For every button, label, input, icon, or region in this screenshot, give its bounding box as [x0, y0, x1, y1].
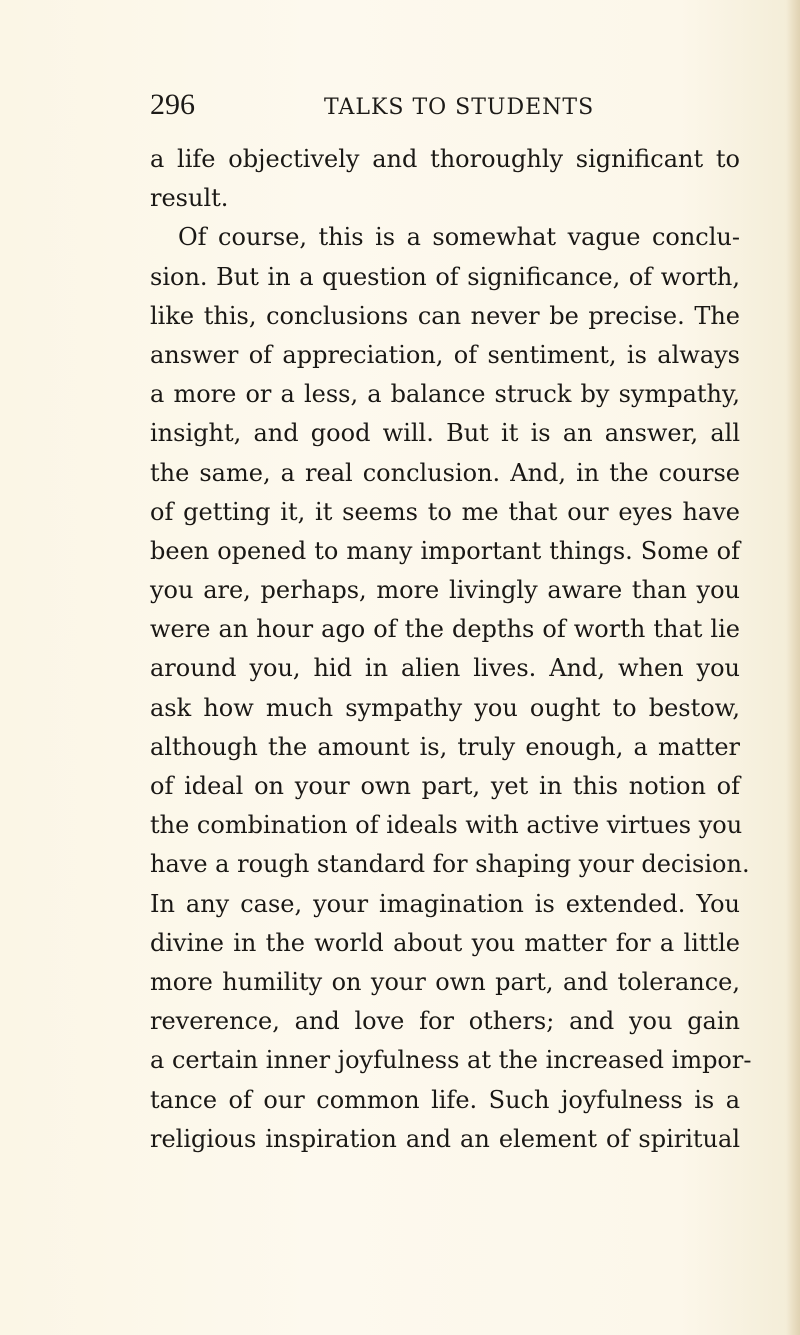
text-line: of getting it, it seems to me that our eyes have — [150, 497, 740, 526]
text-line: been opened to many important things. Some of — [150, 536, 740, 565]
text-line: divine in the world about you matter for a little — [150, 928, 740, 957]
text-line: like this, conclusions can never be precise. The — [150, 301, 740, 330]
text-line: result. — [150, 184, 229, 213]
text-line: around you, hid in alien lives. And, when you — [150, 654, 740, 683]
text-line: tance of our common life. Such joyfulness is a — [150, 1085, 740, 1114]
text-line: the same, a real conclusion. And, in the course — [150, 458, 740, 487]
text-line: more humility on your own part, and tolerance, — [150, 967, 740, 996]
page-header — [150, 88, 750, 128]
text-line: a life objectively and thoroughly significant to — [150, 145, 740, 173]
text-line: reverence, and love for others; and you gain — [150, 1007, 740, 1036]
text-line: the combination of ideals with active virtues you — [150, 811, 743, 840]
text-line: a certain inner joyfulness at the increased impor- — [150, 1046, 752, 1075]
page-number: 296 — [150, 88, 195, 121]
text-line: Of course, this is a somewhat vague conclu- — [178, 223, 740, 252]
text-line: a more or a less, a balance struck by sympathy, — [150, 380, 740, 409]
text-line: sion. But in a question of significance, of worth, — [150, 262, 740, 291]
text-line: have a rough standard for shaping your decision. — [150, 850, 750, 879]
text-line: In any case, your imagination is extended. You — [150, 889, 740, 918]
text-line: were an hour ago of the depths of worth that lie — [150, 615, 740, 644]
body-text — [150, 140, 752, 1159]
text-line: ask how much sympathy you ought to bestow, — [150, 693, 740, 722]
text-line: insight, and good will. But it is an answer, all — [150, 419, 740, 448]
text-line: of ideal on your own part, yet in this notion of — [150, 772, 740, 800]
page-edge — [786, 0, 800, 1335]
text-line: you are, perhaps, more livingly aware than you — [150, 576, 740, 605]
text-line: although the amount is, truly enough, a matter — [150, 732, 740, 761]
text-line: answer of appreciation, of sentiment, is always — [150, 340, 740, 369]
running-head: TALKS TO STUDENTS — [324, 95, 595, 120]
text-line: religious inspiration and an element of spiritual — [150, 1124, 740, 1153]
